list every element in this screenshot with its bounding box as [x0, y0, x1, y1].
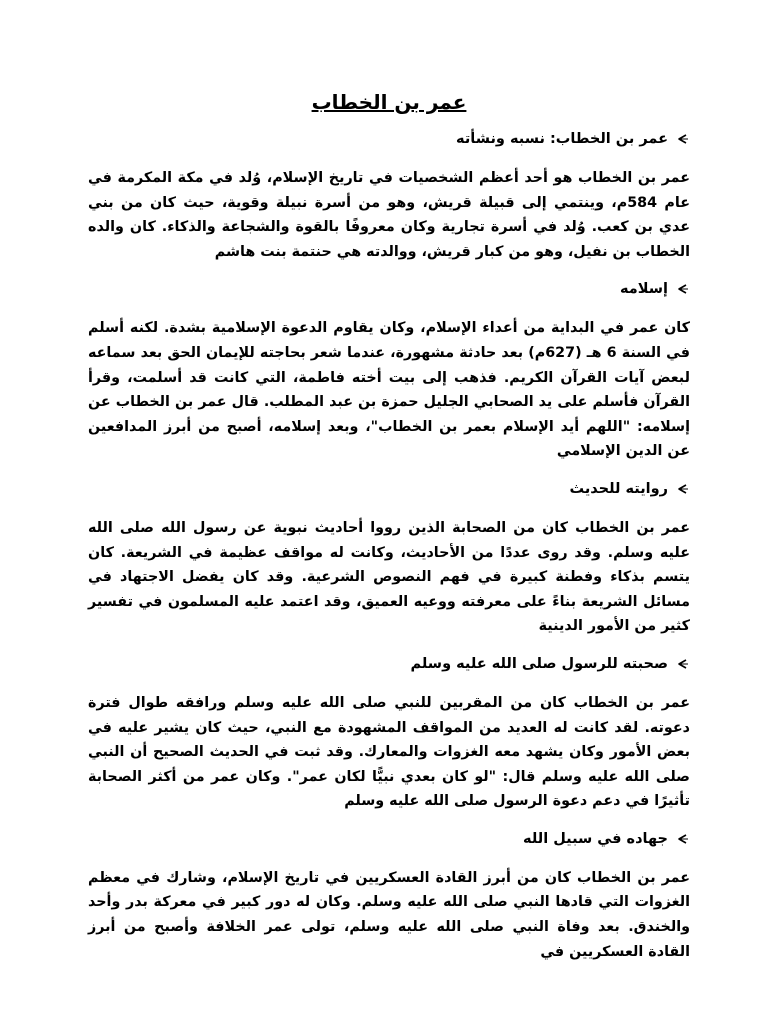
- section-hadith: [88, 478, 690, 639]
- section-jihad: [88, 828, 690, 964]
- section-paragraph: عمر بن الخطاب كان من الصحابة الذين رووا أحاديث نبوية عن رسول الله صلى الله عليه وسلم. وقد روى عددًا من الأحاديث، وكانت له مواقف عظيمة في الشريعة. كان يتسم بذكاء وفطنة كبيرة في فهم النصوص الشرعية. وقد كان يفضل الاجتهاد في مسائل الشريعة بناءً على معرفته ووعيه العميق، وقد اعتمد عليه المسلمون في تفسير كثير من الأمور الدينية: [88, 519, 690, 635]
- document-title: عمر بن الخطاب: [311, 90, 467, 114]
- section-heading-text: روايته للحديث: [569, 480, 668, 497]
- section-heading-text: جهاده في سبيل الله: [523, 830, 668, 847]
- section-heading: [88, 128, 690, 150]
- section-heading: [88, 278, 690, 300]
- section-companionship: [88, 653, 690, 814]
- section-heading-text: صحبته للرسول صلى الله عليه وسلم: [410, 655, 668, 672]
- section-conversion: [88, 278, 690, 464]
- arrow-bullet-icon: [676, 657, 690, 671]
- section-paragraph: كان عمر في البداية من أعداء الإسلام، وكان يقاوم الدعوة الإسلامية بشدة. لكنه أسلم في السنة 6 هـ (627م) بعد حادثة مشهورة، عندما شعر بحاجته للإيمان الحق بعد سماعه لبعض آيات القرآن الكريم. فذهب إلى بيت أخته فاطمة، التي كانت قد أسلمت، وقرأ القرآن فأسلم على يد الصحابي الجليل حمزة بن عبد المطلب. قال عمر بن الخطاب عن إسلامه: "اللهم أيد الإسلام بعمر بن الخطاب"، وبعد إسلامه، أصبح من أبرز المدافعين عن الدين الإسلامي: [88, 320, 691, 460]
- arrow-bullet-icon: [676, 282, 690, 296]
- section-heading: [88, 828, 690, 850]
- section-heading: [88, 653, 690, 675]
- section-paragraph: عمر بن الخطاب كان من المقربين للنبي صلى الله عليه وسلم ورافقه طوال فترة دعوته. لقد كانت له العديد من المواقف المشهودة مع النبي، حيث كان يشير عليه في بعض الأمور وكان يشهد معه الغزوات والمعارك. وقد ثبت في الحديث الصحيح أن النبي صلى الله عليه وسلم قال: "لو كان بعدي نبيًّا لكان عمر". وكان عمر من أكثر الصحابة تأثيرًا في دعم دعوة الرسول صلى الله عليه وسلم: [88, 694, 690, 810]
- document-page: [88, 88, 690, 978]
- arrow-bullet-icon: [676, 832, 690, 846]
- section-paragraph: عمر بن الخطاب كان من أبرز القادة العسكريين في تاريخ الإسلام، وشارك في معظم الغزوات التي قادها النبي صلى الله عليه وسلم. وكان له دور كبير في معركة بدر وأحد والخندق. بعد وفاة النبي صلى الله عليه وسلم، تولى عمر الخلافة وأصبح من أبرز القادة العسكريين في: [88, 869, 690, 960]
- section-paragraph: عمر بن الخطاب هو أحد أعظم الشخصيات في تاريخ الإسلام، وُلد في مكة المكرمة في عام 584م، وينتمي إلى قبيلة قريش، وهو من أسرة نبيلة وقوية، حيث كان من بني عدي بن كعب. وُلد في أسرة تجارية وكان معروفًا بالقوة والشجاعة والذكاء. كان والده الخطاب بن نفيل، وهو من كبار قريش، ووالدته هي حنتمة بنت هاشم: [88, 170, 691, 260]
- section-heading-text: إسلامه: [619, 281, 668, 298]
- section-lineage: [88, 128, 690, 264]
- section-heading: [88, 478, 690, 500]
- arrow-bullet-icon: [676, 132, 690, 146]
- section-heading-text: عمر بن الخطاب: نسبه ونشأته: [456, 131, 668, 147]
- arrow-bullet-icon: [676, 482, 690, 496]
